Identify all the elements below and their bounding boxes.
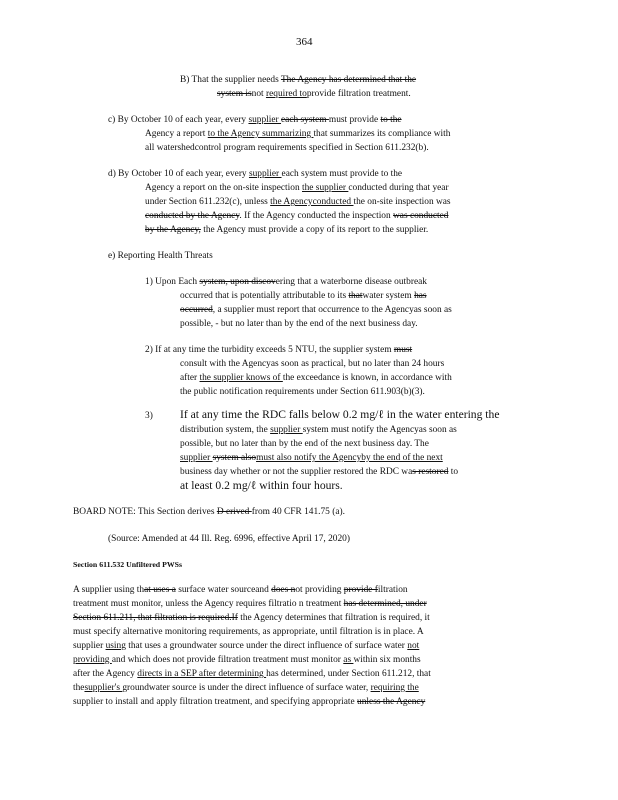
board-note: BOARD NOTE: This Section derives D erived from 40 CFR 141.75 (a).	[73, 507, 345, 517]
text-line: after the Agency directs in a SEP after determining has determined, under Section 611.212, that	[73, 669, 431, 679]
text-line: Agency a report to the Agency summarizing that summarizes its compliance with	[145, 129, 451, 139]
text-line: c) By October 10 of each year, every supplier each system must provide to the	[108, 115, 402, 125]
text-line: A supplier using that uses a surface water sourceand does not providing provide filtration	[73, 585, 408, 595]
text-line: possible, - but no later than by the end of the next business day.	[180, 319, 418, 329]
text-line: B) That the supplier needs The Agency has determined that the	[180, 75, 417, 85]
text-line: 1) Upon Each system, upon discovering that a waterborne disease outbreak	[145, 277, 427, 287]
text-line: treatment must monitor, unless the Agency requires filtratio n treatment has determined, under	[73, 599, 427, 609]
text-line: must specify alternative monitoring requirements, as appropriate, until filtration is in place. A	[73, 627, 424, 637]
text-line: supplier using that uses a groundwater source under the direct influence of surface water not	[73, 641, 420, 651]
text-line: the public notification requirements under Section 611.903(b)(3).	[180, 387, 425, 397]
text-line: thesupplier's groundwater source is under the direct influence of surface water, requiring the	[73, 683, 419, 693]
text-line: occurred that is potentially attributable to its thatwater system has	[180, 291, 427, 301]
page-number: 364	[296, 36, 313, 48]
source-note: (Source: Amended at 44 Ill. Reg. 6996, effective April 17, 2020)	[108, 534, 350, 544]
text-line: by the Agency, the Agency must provide a copy of its report to the supplier.	[145, 225, 429, 235]
text-line: supplier to install and apply filtration treatment, and specifying appropriate unless the Agency	[73, 697, 426, 707]
text-line: supplier system alsomust also notify the Agencyby the end of the next	[180, 453, 443, 463]
text-line: providing and which does not provide filtration treatment must monitor as within six months	[73, 655, 421, 665]
text-line: after the supplier knows of the exceedance is known, in accordance with	[180, 373, 452, 383]
text-line: business day whether or not the supplier restored the RDC was restored to	[180, 467, 459, 477]
text-line: consult with the Agencyas soon as practical, but no later than 24 hours	[180, 359, 445, 369]
text-line: Section 611.211, that filtration is required.If the Agency determines that filtration is required, it	[73, 613, 430, 623]
text-line: occurred, a supplier must report that occurrence to the Agencyas soon as	[180, 305, 452, 315]
text-line: conducted by the Agency. If the Agency conducted the inspection was conducted	[145, 211, 449, 221]
text-line: e) Reporting Health Threats	[108, 251, 213, 261]
text-line: possible, but no later than by the end of the next business day. The	[180, 439, 429, 449]
text-line: system isnot required toprovide filtration treatment.	[217, 89, 411, 99]
text-line: 3)	[145, 411, 153, 421]
text-line: Agency a report on the on-site inspection the supplier conducted during that year	[145, 183, 449, 193]
text-line: all watershedcontrol program requirements specified in Section 611.232(b).	[145, 143, 429, 153]
section-heading: Section 611.532 Unfiltered PWSs	[73, 560, 183, 569]
text-line: d) By October 10 of each year, every supplier each system must provide to the	[108, 169, 403, 179]
text-line: If at any time the RDC falls below 0.2 mg/ℓ in the water entering the	[180, 408, 500, 421]
text-line: distribution system, the supplier system must notify the Agencyas soon as	[180, 425, 457, 435]
text-line: at least 0.2 mg/ℓ within four hours.	[180, 479, 343, 492]
text-line: under Section 611.232(c), unless the Agencyconducted the on-site inspection was	[145, 197, 451, 207]
text-line: 2) If at any time the turbidity exceeds 5 NTU, the supplier system must	[145, 345, 413, 355]
